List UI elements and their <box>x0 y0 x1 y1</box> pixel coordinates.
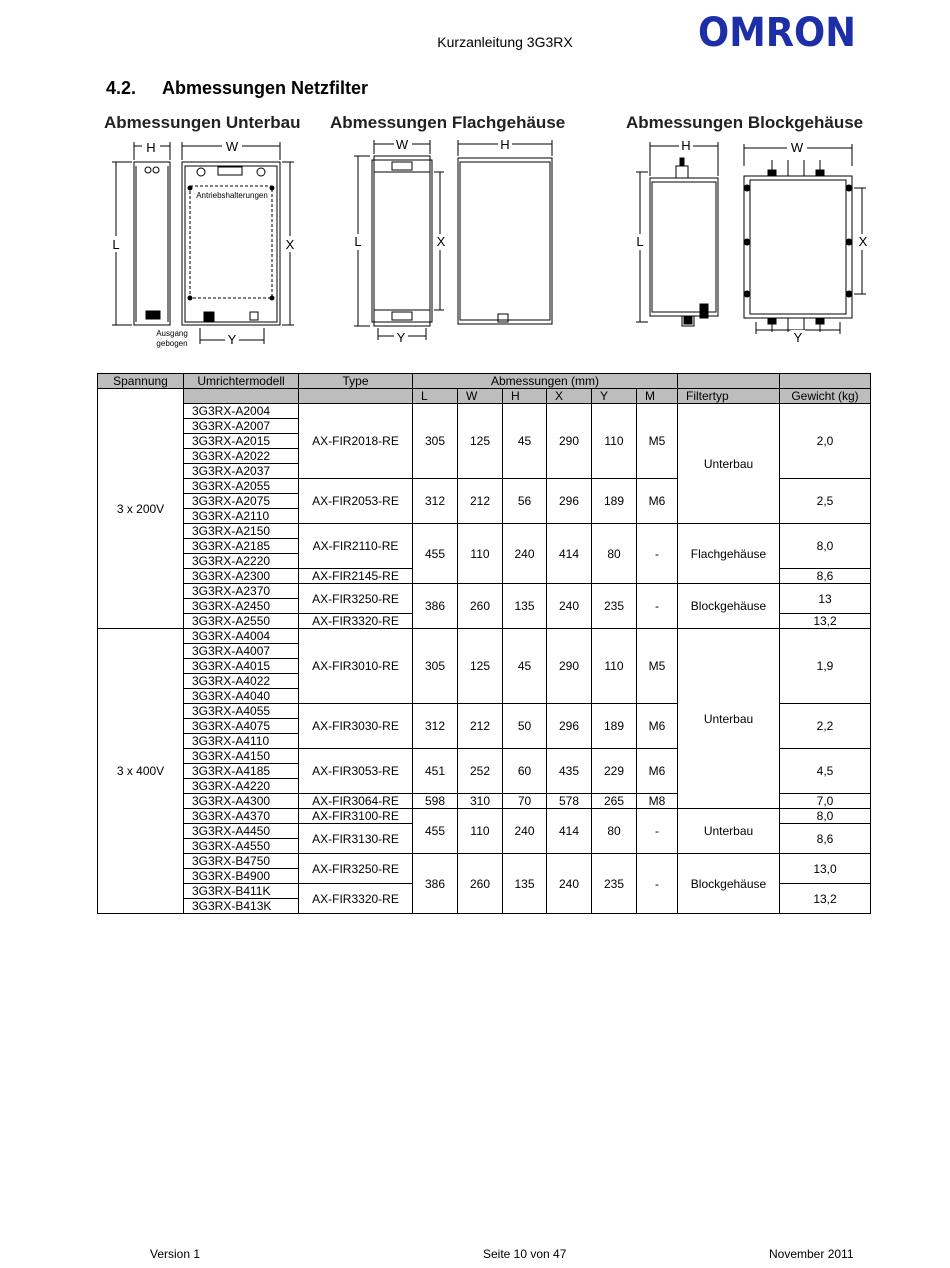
cell-type: AX-FIR2053-RE <box>299 479 413 524</box>
cell-h: 240 <box>503 809 547 854</box>
cell-l: 305 <box>413 404 458 479</box>
cell-model: 3G3RX-A2185 <box>184 539 299 554</box>
unterbau-label-x: X <box>285 237 295 252</box>
cell-w: 125 <box>458 404 503 479</box>
cell-weight: 4,5 <box>780 749 871 794</box>
cell-weight: 8,0 <box>780 809 871 824</box>
cell-model: 3G3RX-B4750 <box>184 854 299 869</box>
unterbau-label-h: H <box>146 140 156 155</box>
cell-model: 3G3RX-A4220 <box>184 779 299 794</box>
cell-type: AX-FIR3100-RE <box>299 809 413 824</box>
cell-x: 240 <box>547 854 592 914</box>
cell-l: 386 <box>413 854 458 914</box>
cell-l: 598 <box>413 794 458 809</box>
drawing-title-block: Abmessungen Blockgehäuse <box>626 113 864 132</box>
cell-model: 3G3RX-A4004 <box>184 629 299 644</box>
cell-w: 110 <box>458 524 503 584</box>
cell-weight: 13,2 <box>780 884 871 914</box>
th-empty-gewicht <box>780 374 871 389</box>
th-abmessungen: Abmessungen (mm) <box>413 374 678 389</box>
drawing-title-unterbau: Abmessungen Unterbau <box>104 113 301 132</box>
cell-model: 3G3RX-A4300 <box>184 794 299 809</box>
cell-x: 296 <box>547 704 592 749</box>
unterbau-label-l: L <box>112 237 120 252</box>
table-row <box>98 524 871 539</box>
cell-model: 3G3RX-A4150 <box>184 749 299 764</box>
cell-model: 3G3RX-A4015 <box>184 659 299 674</box>
table-row <box>98 404 871 419</box>
cell-type: AX-FIR3130-RE <box>299 824 413 854</box>
cell-m: M5 <box>637 404 678 479</box>
cell-model: 3G3RX-A2220 <box>184 554 299 569</box>
cell-model: 3G3RX-A2075 <box>184 494 299 509</box>
cell-h: 56 <box>503 479 547 524</box>
cell-type: AX-FIR3010-RE <box>299 629 413 704</box>
cell-l: 386 <box>413 584 458 629</box>
cell-model: 3G3RX-A2150 <box>184 524 299 539</box>
section-title: Abmessungen Netzfilter <box>162 78 369 98</box>
cell-voltage-400: 3 x 400V <box>98 629 184 914</box>
table-row <box>98 854 871 869</box>
cell-y: 189 <box>592 479 637 524</box>
th-m: M <box>637 389 678 404</box>
cell-x: 240 <box>547 584 592 629</box>
cell-x: 290 <box>547 404 592 479</box>
th-empty-filtertyp <box>678 374 780 389</box>
table-row <box>98 809 871 824</box>
cell-filtertyp: Unterbau <box>678 629 780 809</box>
cell-x: 414 <box>547 524 592 584</box>
cell-model: 3G3RX-A2300 <box>184 569 299 584</box>
cell-h: 70 <box>503 794 547 809</box>
th-l: L <box>413 389 458 404</box>
cell-h: 135 <box>503 854 547 914</box>
cell-h: 135 <box>503 584 547 629</box>
flachgehaeuse-drawing <box>348 136 558 346</box>
flach-side-view <box>458 158 552 324</box>
cell-x: 290 <box>547 629 592 704</box>
cell-w: 125 <box>458 629 503 704</box>
cell-y: 110 <box>592 629 637 704</box>
table-header-row <box>98 374 871 389</box>
omron-logo <box>698 10 858 54</box>
block-front-view <box>744 176 852 318</box>
footer-page: Seite 10 von 47 <box>483 1247 567 1261</box>
footer-date: November 2011 <box>769 1247 854 1261</box>
cell-type: AX-FIR2145-RE <box>299 569 413 584</box>
cell-model: 3G3RX-A4055 <box>184 704 299 719</box>
cell-x: 414 <box>547 809 592 854</box>
cell-type: AX-FIR3250-RE <box>299 854 413 884</box>
unterbau-label-y: Y <box>227 332 237 347</box>
th-y: Y <box>592 389 637 404</box>
flach-label-y: Y <box>396 330 406 345</box>
cell-filtertyp: Blockgehäuse <box>678 854 780 914</box>
cell-y: 189 <box>592 704 637 749</box>
cell-model: 3G3RX-A2550 <box>184 614 299 629</box>
cell-weight: 7,0 <box>780 794 871 809</box>
table-subheader-row <box>98 389 871 404</box>
cell-y: 235 <box>592 584 637 629</box>
cell-m: - <box>637 854 678 914</box>
cell-y: 110 <box>592 404 637 479</box>
th-filtertyp: Filtertyp <box>678 389 780 404</box>
cell-model: 3G3RX-A4450 <box>184 824 299 839</box>
cell-w: 212 <box>458 479 503 524</box>
cell-h: 50 <box>503 704 547 749</box>
th-type: Type <box>299 374 413 389</box>
cell-type: AX-FIR3064-RE <box>299 794 413 809</box>
cell-model: 3G3RX-A2022 <box>184 449 299 464</box>
cell-y: 265 <box>592 794 637 809</box>
cell-m: - <box>637 584 678 629</box>
cell-filtertyp: Unterbau <box>678 404 780 524</box>
cell-type: AX-FIR2110-RE <box>299 524 413 569</box>
cell-model: 3G3RX-B411K <box>184 884 299 899</box>
cell-model: 3G3RX-A2004 <box>184 404 299 419</box>
cell-type: AX-FIR3320-RE <box>299 614 413 629</box>
cell-weight: 13 <box>780 584 871 614</box>
cell-m: - <box>637 524 678 584</box>
cell-h: 45 <box>503 629 547 704</box>
cell-model: 3G3RX-A2015 <box>184 434 299 449</box>
cell-w: 110 <box>458 809 503 854</box>
cell-model: 3G3RX-B413K <box>184 899 299 914</box>
th-gewicht: Gewicht (kg) <box>780 389 871 404</box>
cell-weight: 8,6 <box>780 569 871 584</box>
unterbau-note-mounts: Antriebshalterungen <box>196 191 268 200</box>
header-title: Kurzanleitung 3G3RX <box>437 34 573 50</box>
cell-weight: 1,9 <box>780 629 871 704</box>
block-label-w: W <box>790 140 804 155</box>
cell-y: 229 <box>592 749 637 794</box>
cell-type: AX-FIR3030-RE <box>299 704 413 749</box>
cell-filtertyp: Flachgehäuse <box>678 524 780 584</box>
block-label-y: Y <box>793 330 803 344</box>
cell-model: 3G3RX-A4110 <box>184 734 299 749</box>
dimensions-table <box>97 373 871 914</box>
cell-weight: 13,2 <box>780 614 871 629</box>
cell-y: 235 <box>592 854 637 914</box>
cell-m: M6 <box>637 749 678 794</box>
cell-filtertyp: Blockgehäuse <box>678 584 780 629</box>
cell-l: 455 <box>413 524 458 584</box>
th-w: W <box>458 389 503 404</box>
table-row <box>98 629 871 644</box>
cell-l: 312 <box>413 479 458 524</box>
cell-m: M6 <box>637 704 678 749</box>
cell-model: 3G3RX-A2007 <box>184 419 299 434</box>
cell-m: - <box>637 809 678 854</box>
block-label-h: H <box>681 138 691 153</box>
flach-label-l: L <box>354 234 362 249</box>
cell-weight: 13,0 <box>780 854 871 884</box>
cell-w: 260 <box>458 584 503 629</box>
section-number: 4.2. <box>106 78 137 98</box>
th-model-empty <box>184 389 299 404</box>
cell-type: AX-FIR2018-RE <box>299 404 413 479</box>
cell-l: 455 <box>413 809 458 854</box>
cell-weight: 8,0 <box>780 524 871 569</box>
flach-label-h: H <box>500 137 510 152</box>
mounting-area <box>190 186 272 298</box>
cell-x: 578 <box>547 794 592 809</box>
cell-model: 3G3RX-A4075 <box>184 719 299 734</box>
cell-voltage-200: 3 x 200V <box>98 389 184 629</box>
cell-model: 3G3RX-A4040 <box>184 689 299 704</box>
unterbau-note-output-1: Ausgang <box>156 329 188 338</box>
block-label-l: L <box>636 234 644 249</box>
cell-model: 3G3RX-A2450 <box>184 599 299 614</box>
cell-weight: 8,6 <box>780 824 871 854</box>
cell-weight: 2,2 <box>780 704 871 749</box>
th-x: X <box>547 389 592 404</box>
cell-m: M5 <box>637 629 678 704</box>
cell-model: 3G3RX-A4022 <box>184 674 299 689</box>
cell-model: 3G3RX-A2110 <box>184 509 299 524</box>
flach-front-view <box>374 156 430 326</box>
cell-model: 3G3RX-A4007 <box>184 644 299 659</box>
th-spannung: Spannung <box>98 374 184 389</box>
th-umrichtermodell: Umrichtermodell <box>184 374 299 389</box>
cell-w: 252 <box>458 749 503 794</box>
cell-x: 435 <box>547 749 592 794</box>
cell-filtertyp: Unterbau <box>678 809 780 854</box>
table-row <box>98 584 871 599</box>
cell-y: 80 <box>592 524 637 584</box>
cell-model: 3G3RX-A4185 <box>184 764 299 779</box>
th-h: H <box>503 389 547 404</box>
block-label-x: X <box>858 234 868 249</box>
unterbau-drawing <box>108 136 308 354</box>
cell-model: 3G3RX-A4370 <box>184 809 299 824</box>
cell-type: AX-FIR3250-RE <box>299 584 413 614</box>
cell-m: M6 <box>637 479 678 524</box>
cell-type: AX-FIR3053-RE <box>299 749 413 794</box>
cell-h: 60 <box>503 749 547 794</box>
blockgehaeuse-drawing <box>632 136 872 344</box>
cell-w: 310 <box>458 794 503 809</box>
cell-y: 80 <box>592 809 637 854</box>
cell-model: 3G3RX-A2037 <box>184 464 299 479</box>
cell-w: 260 <box>458 854 503 914</box>
cell-model: 3G3RX-B4900 <box>184 869 299 884</box>
cell-model: 3G3RX-A4550 <box>184 839 299 854</box>
cell-type: AX-FIR3320-RE <box>299 884 413 914</box>
unterbau-side-view <box>134 162 170 325</box>
cell-l: 305 <box>413 629 458 704</box>
unterbau-note-output-2: gebogen <box>156 339 188 348</box>
flach-label-x: X <box>436 234 446 249</box>
logo-text: OMRON <box>698 10 856 54</box>
cell-weight: 2,5 <box>780 479 871 524</box>
section-heading <box>106 78 368 99</box>
cell-weight: 2,0 <box>780 404 871 479</box>
th-type-empty <box>299 389 413 404</box>
block-side-view <box>650 178 718 316</box>
cell-h: 45 <box>503 404 547 479</box>
cell-l: 312 <box>413 704 458 749</box>
unterbau-label-w: W <box>225 139 239 154</box>
cell-model: 3G3RX-A2370 <box>184 584 299 599</box>
cell-l: 451 <box>413 749 458 794</box>
cell-x: 296 <box>547 479 592 524</box>
cell-model: 3G3RX-A2055 <box>184 479 299 494</box>
drawing-title-flach: Abmessungen Flachgehäuse <box>330 113 566 132</box>
cell-w: 212 <box>458 704 503 749</box>
cell-m: M8 <box>637 794 678 809</box>
flach-label-w: W <box>395 137 409 152</box>
footer-version: Version 1 <box>150 1247 201 1261</box>
cell-h: 240 <box>503 524 547 584</box>
